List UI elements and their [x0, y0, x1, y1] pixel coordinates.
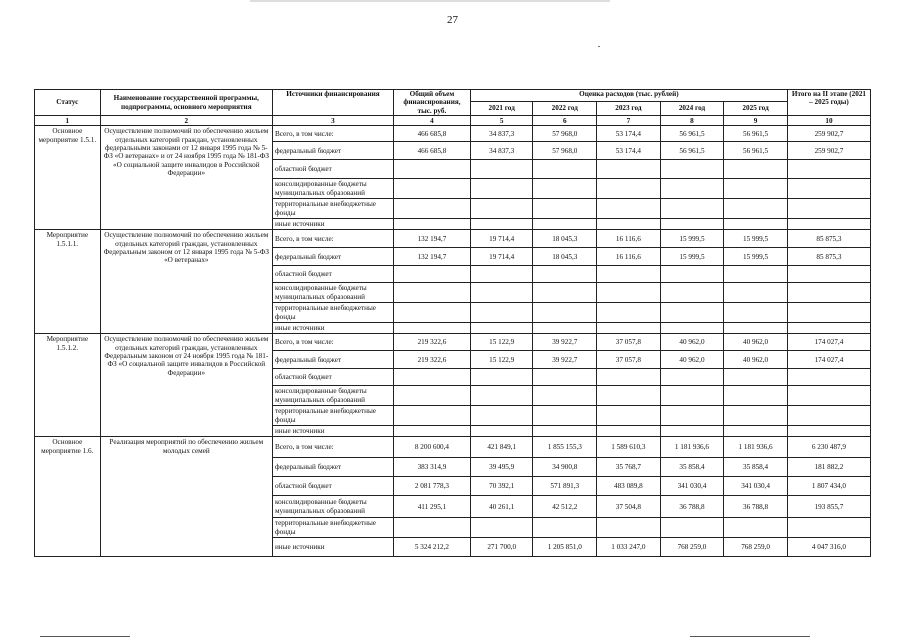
amount-cell: 35 858,4 — [660, 458, 724, 477]
amount-cell — [470, 266, 533, 283]
amount-cell — [533, 369, 597, 386]
amount-cell — [533, 406, 597, 426]
amount-cell: 421 849,1 — [470, 437, 533, 458]
column-number: 5 — [470, 116, 533, 126]
amount-cell — [787, 303, 870, 323]
amount-cell — [533, 283, 597, 303]
funding-source: консолидированные бюджеты муниципальных образований — [272, 496, 393, 518]
amount-cell — [724, 179, 788, 199]
page-number: 27 — [447, 14, 458, 26]
scan-edge-bottom — [40, 636, 130, 637]
funding-source: областной бюджет — [272, 477, 393, 496]
amount-cell: 56 961,5 — [724, 126, 788, 142]
amount-cell: 70 392,1 — [470, 477, 533, 496]
amount-cell: 15 999,5 — [724, 230, 788, 248]
amount-cell: 768 259,0 — [724, 538, 788, 557]
amount-cell — [724, 283, 788, 303]
amount-cell: 57 968,0 — [533, 126, 597, 142]
amount-cell — [724, 406, 788, 426]
amount-cell: 37 057,8 — [597, 334, 661, 351]
amount-cell — [787, 518, 870, 538]
amount-cell — [724, 518, 788, 538]
amount-cell — [724, 386, 788, 406]
amount-cell: 39 922,7 — [533, 334, 597, 351]
amount-cell — [597, 323, 661, 334]
funding-source: иные источники — [272, 538, 393, 557]
header-year: 2024 год — [660, 102, 724, 116]
amount-cell: 15 999,5 — [724, 248, 788, 266]
amount-cell — [787, 426, 870, 437]
amount-cell: 34 900,8 — [533, 458, 597, 477]
amount-cell — [597, 369, 661, 386]
amount-cell — [660, 369, 724, 386]
amount-cell — [533, 179, 597, 199]
amount-cell: 40 962,0 — [660, 334, 724, 351]
scan-edge-bottom — [690, 636, 810, 637]
funding-source: иные источники — [272, 426, 393, 437]
amount-cell — [470, 283, 533, 303]
amount-cell: 57 968,0 — [533, 142, 597, 160]
amount-cell — [533, 199, 597, 219]
amount-cell — [533, 219, 597, 230]
amount-cell — [660, 406, 724, 426]
header-status: Статус — [35, 90, 101, 116]
amount-cell — [597, 219, 661, 230]
row-status: Мероприятие 1.5.1.2. — [35, 334, 101, 437]
amount-cell — [660, 386, 724, 406]
amount-cell: 40 962,0 — [660, 351, 724, 369]
amount-cell: 174 027,4 — [787, 351, 870, 369]
amount-cell: 219 322,6 — [393, 351, 470, 369]
amount-cell — [660, 179, 724, 199]
amount-cell — [597, 426, 661, 437]
amount-cell: 181 882,2 — [787, 458, 870, 477]
amount-cell — [470, 199, 533, 219]
amount-cell — [533, 160, 597, 179]
amount-cell — [660, 426, 724, 437]
amount-cell — [533, 518, 597, 538]
amount-cell — [787, 323, 870, 334]
amount-cell: 466 685,8 — [393, 126, 470, 142]
amount-cell — [393, 283, 470, 303]
column-number: 1 — [35, 116, 101, 126]
funding-source: областной бюджет — [272, 369, 393, 386]
column-number: 7 — [597, 116, 661, 126]
amount-cell: 1 205 851,0 — [533, 538, 597, 557]
header-year: 2025 год — [724, 102, 788, 116]
amount-cell: 271 700,0 — [470, 538, 533, 557]
amount-cell: 1 181 936,6 — [660, 437, 724, 458]
amount-cell — [393, 179, 470, 199]
funding-source: областной бюджет — [272, 160, 393, 179]
header-name: Наименование государственной программы, подпрограммы, основного мероприятия — [100, 90, 272, 116]
amount-cell — [470, 323, 533, 334]
funding-source: федеральный бюджет — [272, 142, 393, 160]
amount-cell: 411 295,1 — [393, 496, 470, 518]
column-number: 10 — [787, 116, 870, 126]
funding-source: консолидированные бюджеты муниципальных образований — [272, 386, 393, 406]
header-total: Общий объем финансирования, тыс. руб. — [393, 90, 470, 116]
amount-cell — [787, 369, 870, 386]
amount-cell: 2 081 778,3 — [393, 477, 470, 496]
amount-cell: 37 504,8 — [597, 496, 661, 518]
amount-cell: 132 194,7 — [393, 230, 470, 248]
funding-source: областной бюджет — [272, 266, 393, 283]
amount-cell — [470, 386, 533, 406]
amount-cell — [660, 266, 724, 283]
amount-cell — [597, 303, 661, 323]
amount-cell: 571 891,3 — [533, 477, 597, 496]
funding-source: территориальные внебюджетные фонды — [272, 303, 393, 323]
budget-table-wrapper — [34, 89, 871, 557]
amount-cell — [660, 199, 724, 219]
amount-cell — [393, 406, 470, 426]
amount-cell: 6 230 487,9 — [787, 437, 870, 458]
amount-cell: 56 961,5 — [724, 142, 788, 160]
amount-cell — [787, 406, 870, 426]
amount-cell: 193 855,7 — [787, 496, 870, 518]
amount-cell — [470, 518, 533, 538]
amount-cell: 341 030,4 — [724, 477, 788, 496]
amount-cell — [470, 406, 533, 426]
amount-cell: 18 045,3 — [533, 230, 597, 248]
column-number: 4 — [393, 116, 470, 126]
amount-cell — [724, 219, 788, 230]
amount-cell: 483 089,8 — [597, 477, 661, 496]
amount-cell — [393, 160, 470, 179]
amount-cell: 39 922,7 — [533, 351, 597, 369]
amount-cell: 19 714,4 — [470, 248, 533, 266]
amount-cell: 36 788,8 — [724, 496, 788, 518]
row-status: Основное мероприятие 1.6. — [35, 437, 101, 557]
column-number: 8 — [660, 116, 724, 126]
column-number-row — [35, 116, 871, 126]
funding-source: федеральный бюджет — [272, 458, 393, 477]
amount-cell: 1 855 155,3 — [533, 437, 597, 458]
amount-cell: 1 181 936,6 — [724, 437, 788, 458]
amount-cell — [660, 518, 724, 538]
column-number: 9 — [724, 116, 788, 126]
column-number: 3 — [272, 116, 393, 126]
amount-cell — [393, 518, 470, 538]
funding-source: Всего, в том числе: — [272, 126, 393, 142]
funding-source: Всего, в том числе: — [272, 437, 393, 458]
funding-source: федеральный бюджет — [272, 248, 393, 266]
amount-cell: 16 116,6 — [597, 230, 661, 248]
amount-cell: 1 589 610,3 — [597, 437, 661, 458]
amount-cell — [393, 323, 470, 334]
amount-cell: 219 322,6 — [393, 334, 470, 351]
amount-cell — [724, 323, 788, 334]
amount-cell: 16 116,6 — [597, 248, 661, 266]
amount-cell — [787, 179, 870, 199]
amount-cell: 768 259,0 — [660, 538, 724, 557]
amount-cell — [787, 386, 870, 406]
amount-cell — [470, 369, 533, 386]
row-program-name: Реализация мероприятий по обеспечению жильем молодых семей — [100, 437, 272, 557]
funding-source: федеральный бюджет — [272, 351, 393, 369]
amount-cell — [787, 266, 870, 283]
funding-source: территориальные внебюджетные фонды — [272, 406, 393, 426]
amount-cell — [724, 426, 788, 437]
amount-cell — [724, 303, 788, 323]
amount-cell: 34 837,3 — [470, 142, 533, 160]
amount-cell: 383 314,9 — [393, 458, 470, 477]
amount-cell: 466 685,8 — [393, 142, 470, 160]
amount-cell: 35 768,7 — [597, 458, 661, 477]
header-estimate: Оценка расходов (тыс. рублей) — [470, 90, 787, 102]
funding-source: иные источники — [272, 323, 393, 334]
amount-cell — [533, 386, 597, 406]
amount-cell: 259 902,7 — [787, 142, 870, 160]
amount-cell — [597, 406, 661, 426]
amount-cell: 8 200 600,4 — [393, 437, 470, 458]
amount-cell: 341 030,4 — [660, 477, 724, 496]
amount-cell — [724, 199, 788, 219]
amount-cell — [533, 323, 597, 334]
header-source: Источники финансирования — [272, 90, 393, 116]
amount-cell: 15 999,5 — [660, 230, 724, 248]
amount-cell — [533, 266, 597, 283]
funding-source: консолидированные бюджеты муниципальных образований — [272, 283, 393, 303]
amount-cell — [724, 369, 788, 386]
amount-cell — [393, 386, 470, 406]
header-year: 2023 год — [597, 102, 661, 116]
amount-cell — [533, 303, 597, 323]
column-number: 2 — [100, 116, 272, 126]
amount-cell: 15 999,5 — [660, 248, 724, 266]
table-row — [35, 437, 871, 458]
amount-cell — [787, 283, 870, 303]
amount-cell — [597, 160, 661, 179]
amount-cell: 85 875,3 — [787, 248, 870, 266]
amount-cell: 1 807 434,0 — [787, 477, 870, 496]
amount-cell: 35 858,4 — [724, 458, 788, 477]
amount-cell — [787, 219, 870, 230]
scan-speck — [598, 46, 600, 47]
table-body — [35, 126, 871, 557]
row-status: Мероприятие 1.5.1.1. — [35, 230, 101, 334]
amount-cell: 37 057,8 — [597, 351, 661, 369]
table-row — [35, 126, 871, 142]
funding-source: иные источники — [272, 219, 393, 230]
amount-cell — [393, 426, 470, 437]
amount-cell — [393, 219, 470, 230]
amount-cell: 85 875,3 — [787, 230, 870, 248]
amount-cell: 15 122,9 — [470, 351, 533, 369]
amount-cell: 39 495,9 — [470, 458, 533, 477]
amount-cell — [393, 199, 470, 219]
row-program-name: Осуществление полномочий по обеспечению жильем отдельных категорий граждан, установленных федеральными законами от 12 января 1995 года № 5-ФЗ «О ветеранах» и от 24 ноября 1995 года № 181-ФЗ «О социальной защите инвалидов в Российской Федерации» — [100, 126, 272, 230]
amount-cell: 5 324 212,2 — [393, 538, 470, 557]
amount-cell: 42 512,2 — [533, 496, 597, 518]
amount-cell — [597, 199, 661, 219]
amount-cell: 132 194,7 — [393, 248, 470, 266]
amount-cell — [597, 386, 661, 406]
funding-source: Всего, в том числе: — [272, 334, 393, 351]
funding-source: консолидированные бюджеты муниципальных образований — [272, 179, 393, 199]
amount-cell: 56 961,5 — [660, 126, 724, 142]
amount-cell: 40 962,0 — [724, 334, 788, 351]
amount-cell — [724, 266, 788, 283]
amount-cell — [787, 199, 870, 219]
header-year: 2021 год — [470, 102, 533, 116]
amount-cell — [393, 303, 470, 323]
row-status: Основное мероприятие 1.5.1. — [35, 126, 101, 230]
amount-cell — [470, 303, 533, 323]
column-number: 6 — [533, 116, 597, 126]
amount-cell — [787, 160, 870, 179]
table-row — [35, 230, 871, 248]
amount-cell: 19 714,4 — [470, 230, 533, 248]
amount-cell — [470, 160, 533, 179]
funding-source: территориальные внебюджетные фонды — [272, 518, 393, 538]
amount-cell — [597, 266, 661, 283]
amount-cell — [470, 426, 533, 437]
amount-cell — [660, 283, 724, 303]
amount-cell: 1 033 247,0 — [597, 538, 661, 557]
amount-cell: 40 261,1 — [470, 496, 533, 518]
amount-cell — [724, 160, 788, 179]
amount-cell: 34 837,3 — [470, 126, 533, 142]
header-itog: Итого на II этапе (2021 – 2025 годы) — [787, 90, 870, 116]
amount-cell: 53 174,4 — [597, 126, 661, 142]
amount-cell — [470, 179, 533, 199]
budget-table — [34, 89, 871, 557]
amount-cell — [597, 179, 661, 199]
amount-cell: 174 027,4 — [787, 334, 870, 351]
amount-cell — [660, 323, 724, 334]
table-row — [35, 334, 871, 351]
amount-cell: 36 788,8 — [660, 496, 724, 518]
row-program-name: Осуществление полномочий по обеспечению жильем отдельных категорий граждан, установленных Федеральным законом от 24 ноября 1995 года № 181-ФЗ «О социальной защите инвалидов в Российской Федерации» — [100, 334, 272, 437]
amount-cell: 18 045,3 — [533, 248, 597, 266]
amount-cell — [660, 219, 724, 230]
amount-cell — [393, 266, 470, 283]
row-program-name: Осуществление полномочий по обеспечению жильем отдельных категорий граждан, установленных Федеральным законом от 12 января 1995 года № 5-ФЗ «О ветеранах» — [100, 230, 272, 334]
amount-cell: 4 047 316,0 — [787, 538, 870, 557]
amount-cell: 40 962,0 — [724, 351, 788, 369]
amount-cell — [533, 426, 597, 437]
amount-cell — [393, 369, 470, 386]
amount-cell: 53 174,4 — [597, 142, 661, 160]
scan-edge — [250, 0, 610, 2]
amount-cell — [660, 303, 724, 323]
amount-cell — [660, 160, 724, 179]
amount-cell — [470, 219, 533, 230]
header-year: 2022 год — [533, 102, 597, 116]
amount-cell: 259 902,7 — [787, 126, 870, 142]
amount-cell — [597, 283, 661, 303]
amount-cell: 56 961,5 — [660, 142, 724, 160]
funding-source: Всего, в том числе: — [272, 230, 393, 248]
funding-source: территориальные внебюджетные фонды — [272, 199, 393, 219]
amount-cell: 15 122,9 — [470, 334, 533, 351]
amount-cell — [597, 518, 661, 538]
